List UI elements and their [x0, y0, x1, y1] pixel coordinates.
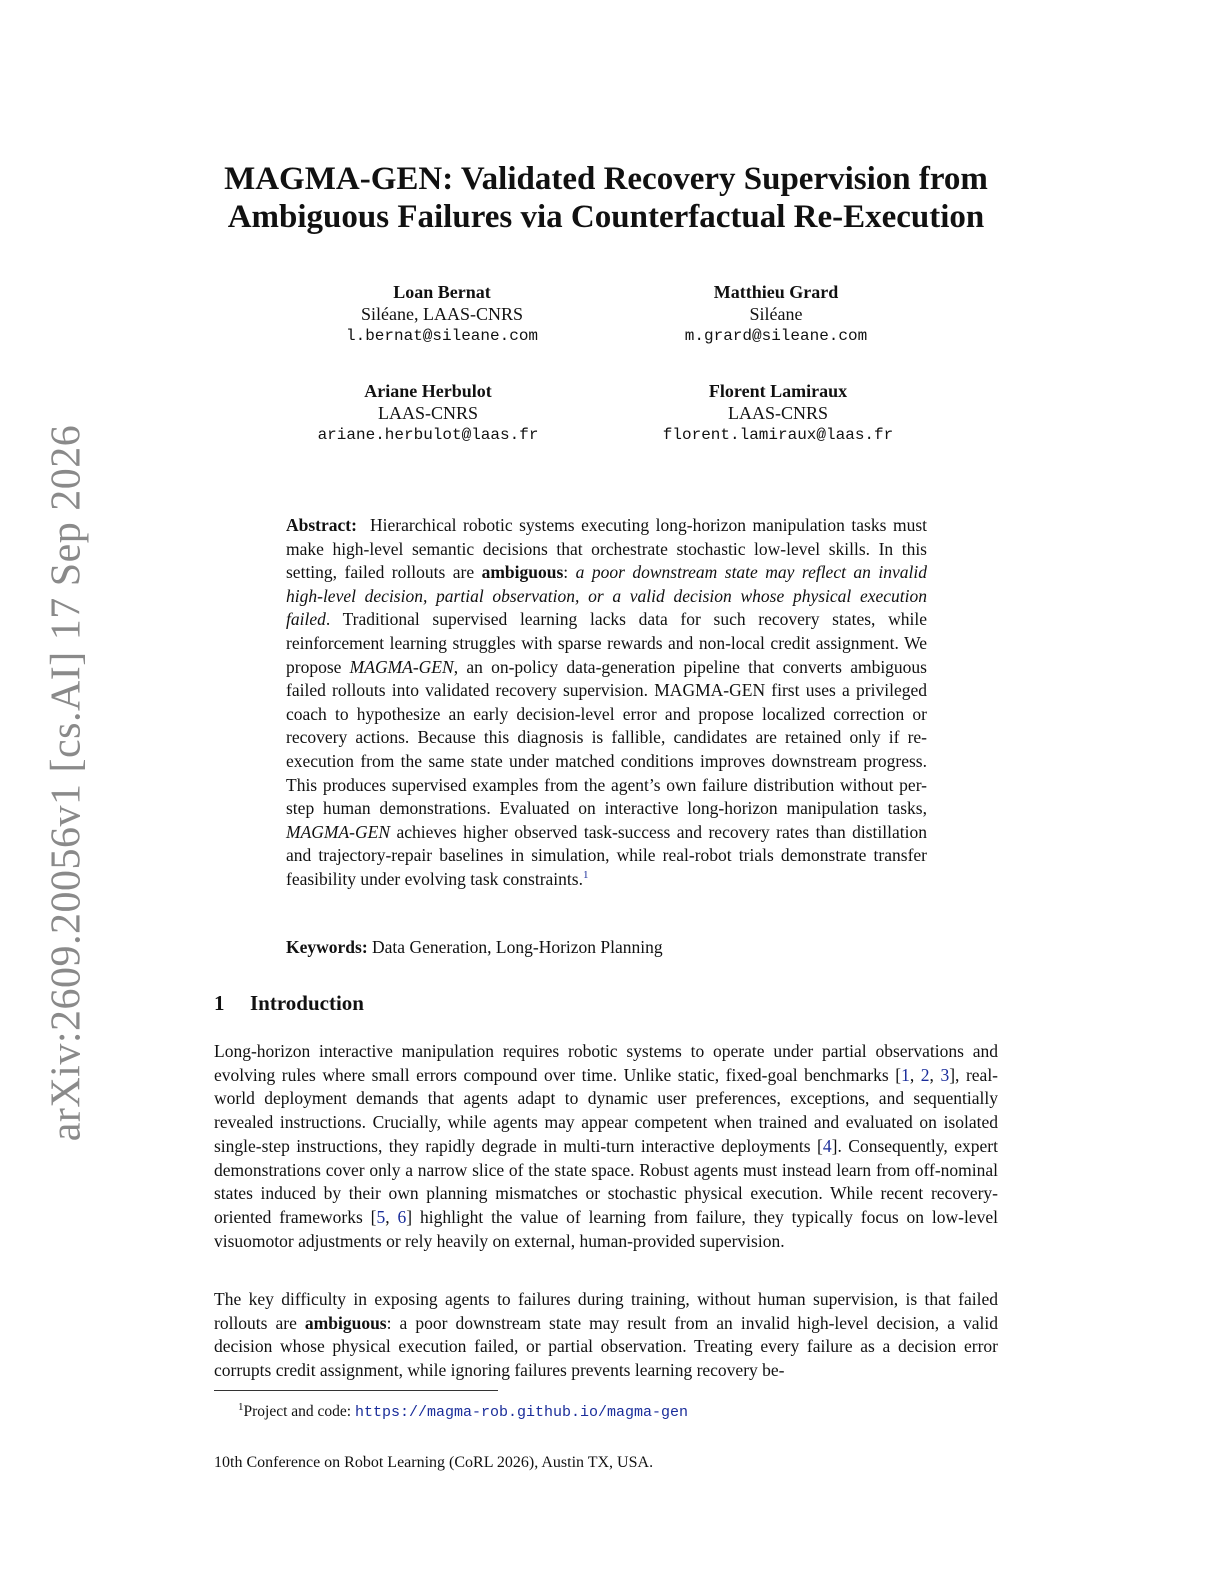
body-text: Long-horizon interactive manipulation requires robotic systems to operate under partial observations and evolving rules where small errors compound over time. Unlike static, fixed-goal benchmarks [: [214, 1041, 998, 1085]
footnote-divider: [214, 1390, 498, 1391]
footnote: [238, 1396, 688, 1424]
abstract-text: , an on-policy data-generation pipeline that converts ambiguous failed rollouts into validated recovery supervision. MAGMA-GEN first uses a privileged coach to hypothesize an early decision-level error and propose localized correction or recovery actions. Because this diagnosis is fallible, candidates are retained only if re-execution from the same state under matched conditions improves downstream progress. This produces supervised examples from the agent’s own failure distribution without per-step human demonstrations. Evaluated on interactive long-horizon manipulation tasks,: [286, 656, 927, 819]
title-line-1: MAGMA-GEN: Validated Recovery Supervision from: [224, 161, 988, 197]
body-text: The key difficulty in exposing agents to failures during training, without human supervision, is that failed rollouts are: [214, 1289, 998, 1333]
keywords-label: Keywords:: [286, 937, 368, 957]
citation-link[interactable]: 1: [901, 1064, 910, 1085]
section-heading-introduction: [214, 990, 364, 1016]
author-affiliation: Siléane, LAAS-CNRS: [361, 304, 523, 324]
author-name: Matthieu Grard: [713, 282, 839, 302]
body-emphasis: ambiguous: [304, 1312, 387, 1333]
intro-paragraph-1: [214, 1040, 998, 1253]
author-email: florent.lamiraux@laas.fr: [662, 426, 894, 444]
abstract: [286, 514, 927, 892]
body-text: ], real-world deployment demands that agents adapt to dynamic user preferences, exceptions, and sequentially revealed instructions. Crucially, while agents may appear competent when trained and evaluated on isolated single-step instructions, they rapidly degrade in multi-turn interactive deployments [: [214, 1064, 999, 1156]
citation-link[interactable]: 5: [376, 1206, 386, 1227]
abstract-italic: a poor downstream state may reflect an invalid high-level decision, partial observation, or a valid decision whose physical execution failed: [286, 562, 927, 630]
author-block-bernat: [292, 281, 592, 347]
author-email: l.bernat@sileane.com: [345, 327, 539, 345]
project-url-link[interactable]: https://magma-rob.github.io/magma-gen: [354, 1404, 689, 1422]
abstract-text: Hierarchical robotic systems executing long-horizon manipulation tasks must make high-level semantic decisions that orchestrate stochastic low-level skills. In this setting, failed rollouts are: [286, 515, 927, 583]
author-affiliation: Siléane: [749, 304, 803, 324]
author-affiliation: LAAS-CNRS: [727, 403, 829, 423]
body-text: : a poor downstream state may result from an invalid high-level decision, a valid decision whose physical execution failed, or partial observation. Treating every failure as a decision error corrupts credit assignment, while ignoring failures prevents learning recovery be-: [214, 1312, 998, 1381]
body-text: ] highlight the value of learning from failure, they typically focus on low-level visuomotor adjustments or rely heavily on external, human-provided supervision.: [214, 1206, 998, 1251]
abstract-label: Abstract:: [286, 515, 357, 535]
citation-link[interactable]: 4: [822, 1135, 832, 1156]
citation-link[interactable]: 2: [920, 1064, 930, 1085]
footnote-mark: 1: [238, 1401, 244, 1413]
author-affiliation: LAAS-CNRS: [377, 403, 479, 423]
abstract-text: . Traditional supervised learning lacks data for such recovery states, while reinforcement learning struggles with sparse rewards and non-local credit assignment. We propose: [286, 609, 927, 677]
section-title: Introduction: [250, 991, 364, 1015]
arxiv-identifier-text: arXiv:2609.20056v1 [cs.AI] 17 Sep 2026: [43, 424, 90, 1142]
arxiv-identifier-stamp: [43, 424, 90, 1142]
abstract-text: :: [563, 562, 576, 583]
citation-separator: ,: [385, 1206, 398, 1227]
footnote-reference-link[interactable]: 1: [582, 869, 589, 882]
author-block-lamiraux: [628, 380, 928, 446]
paper-title: [214, 160, 998, 236]
author-name: Florent Lamiraux: [708, 381, 848, 401]
author-email: m.grard@sileane.com: [684, 327, 868, 345]
method-name: MAGMA-GEN: [349, 656, 454, 677]
author-name: Loan Bernat: [393, 282, 491, 302]
author-block-herbulot: [278, 380, 578, 446]
abstract-emphasis: ambiguous: [481, 562, 564, 583]
author-email: ariane.herbulot@laas.fr: [317, 426, 539, 444]
citation-separator: ,: [909, 1064, 921, 1085]
author-block-grard: [626, 281, 926, 347]
citation-link[interactable]: 3: [940, 1064, 950, 1085]
intro-paragraph-2: [214, 1288, 998, 1383]
section-number: 1: [214, 991, 225, 1015]
venue-note: 10th Conference on Robot Learning (CoRL 2026), Austin TX, USA.: [214, 1454, 654, 1471]
citation-separator: ,: [929, 1064, 941, 1085]
abstract-text: achieves higher observed task-success and recovery rates than distillation and trajectory-repair baselines in simulation, while real-robot trials demonstrate transfer feasibility under evolving task constraints.: [286, 821, 927, 889]
citation-link[interactable]: 6: [397, 1206, 407, 1227]
method-name: MAGMA-GEN: [286, 821, 391, 842]
title-line-2: Ambiguous Failures via Counterfactual Re-Execution: [227, 199, 985, 235]
keywords-text: Data Generation, Long-Horizon Planning: [372, 937, 663, 957]
footnote-text: Project and code:: [243, 1403, 355, 1421]
author-name: Ariane Herbulot: [364, 381, 492, 401]
body-text: ]. Consequently, expert demonstrations cover only a narrow slice of the state space. Robust agents must instead learn from off-nominal states induced by their own planning mismatches or stochastic physical execution. While recent recovery-oriented frameworks [: [214, 1135, 998, 1227]
keywords: [286, 936, 927, 959]
